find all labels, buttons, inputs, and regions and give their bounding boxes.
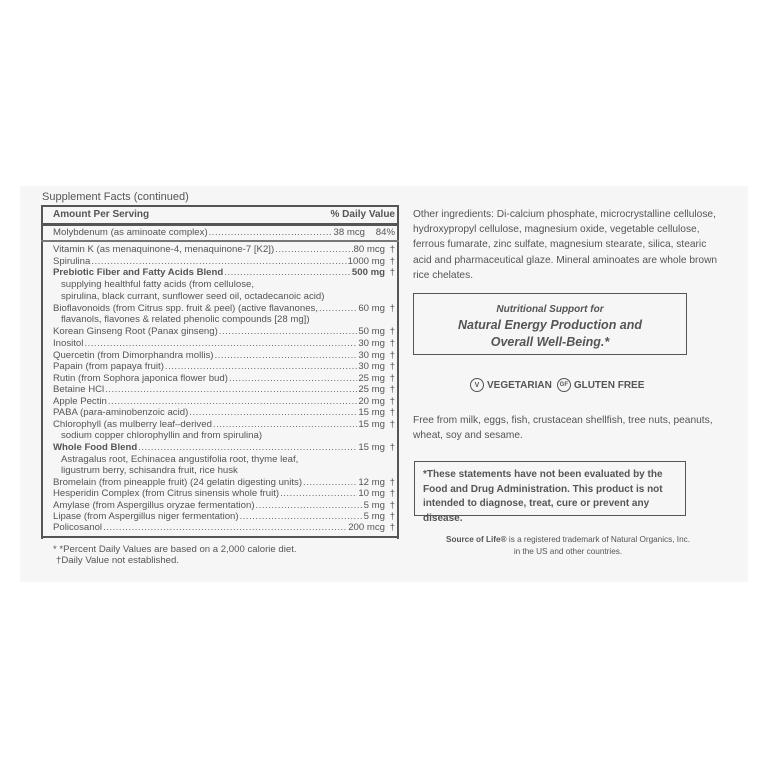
nutrient-dv: †	[389, 244, 395, 255]
nutrient-name: Whole Food Blend	[53, 442, 138, 453]
nutrient-row	[53, 244, 395, 255]
nutrient-dv: †	[389, 511, 395, 522]
nutrient-row	[53, 477, 395, 488]
leader-dots	[224, 267, 351, 278]
nutrient-dv: 84%	[375, 227, 395, 238]
nutrient-dv: †	[389, 500, 395, 511]
nutrient-name: Molybdenum (as aminoate complex)	[53, 227, 208, 238]
nutrient-dv: †	[389, 326, 395, 337]
nutrient-dv: †	[389, 338, 395, 349]
nutrient-row	[53, 303, 395, 314]
nutrient-name: Prebiotic Fiber and Fatty Acids Blend	[53, 267, 224, 278]
nutrient-amount: 38 mcg	[333, 227, 365, 238]
nutrient-dv: †	[389, 303, 395, 314]
daily-value-label: % Daily Value	[330, 209, 395, 220]
nutrient-amount: 15 mg	[358, 419, 385, 430]
other-ingredients: Other ingredients: Di-calcium phosphate, microcrystalline cellulose, hydroxypropyl cellulose, magnesium oxide, vegetable cellulose, ferrous fumarate, zinc sulfate, magnesium stearate, silica, stearic acid and pharmaceutical glaze. Mineral aminoates are whole brown rice chelates.	[413, 209, 718, 281]
nutrient-dv: †	[389, 350, 395, 361]
nutrient-row	[53, 384, 395, 395]
nutrient-row	[53, 267, 395, 278]
amount-per-serving-label: Amount Per Serving	[53, 209, 150, 220]
nutrient-dv: †	[389, 488, 395, 499]
nutrient-name: Betaine HCl	[53, 384, 105, 395]
nutrient-name: Policosanol	[53, 522, 103, 533]
nutrient-amount: 10 mg	[358, 488, 385, 499]
nutrient-name: Papain (from papaya fruit)	[53, 361, 164, 372]
nutrient-row	[53, 326, 395, 337]
nutrient-dv: †	[389, 267, 395, 278]
nutrient-dv: †	[389, 361, 395, 372]
nutrient-amount: 1000 mg	[347, 256, 385, 267]
nutrient-name: Bioflavonoids (from Citrus spp. fruit & peel) (active flavanones,	[53, 303, 319, 314]
leader-dots	[319, 303, 357, 314]
leader-dots	[229, 373, 357, 384]
thick-divider	[41, 223, 399, 226]
supplement-facts-header	[53, 209, 395, 220]
nutrient-name: Chlorophyll (as mulberry leaf–derived	[53, 419, 212, 430]
nutrient-dv: †	[389, 522, 395, 533]
nutrient-row	[53, 511, 395, 522]
nutrient-name: Quercetin (from Dimorphandra mollis)	[53, 350, 214, 361]
nutrient-name: Spirulina	[53, 256, 91, 267]
nutrient-dv: †	[389, 407, 395, 418]
bottom-divider	[41, 536, 399, 538]
section-divider	[41, 240, 399, 242]
nutrient-row	[53, 361, 395, 372]
nutrient-amount: 5 mg	[363, 511, 385, 522]
nutrient-dv: †	[389, 373, 395, 384]
supplement-facts-title: Supplement Facts (continued)	[42, 191, 189, 203]
nutrient-dv: †	[389, 442, 395, 453]
nutrient-amount: 30 mg	[358, 350, 385, 361]
nutrient-name: Lipase (from Aspergillus niger fermentation)	[53, 511, 239, 522]
nutrient-row	[53, 522, 395, 533]
nutrient-name: PABA (para-aminobenzoic acid)	[53, 407, 189, 418]
nutrient-amount: 25 mg	[358, 373, 385, 384]
nutrient-amount: 80 mcg	[353, 244, 385, 255]
trademark-notice	[413, 534, 723, 558]
leader-dots	[84, 338, 357, 349]
footnote-daily-values: * *Percent Daily Values are based on a 2,000 calorie diet.	[53, 544, 297, 555]
nutrient-row	[53, 419, 395, 430]
nutrient-name: Rutin (from Sophora japonica flower bud)	[53, 373, 228, 384]
nutrient-row	[53, 256, 395, 267]
footnote-not-established: †Daily Value not established.	[56, 555, 180, 566]
nutrient-detail: spirulina, black currant, sunflower seed oil, octadecanoic acid)	[61, 291, 325, 302]
nutrient-amount: 30 mg	[358, 338, 385, 349]
nutrient-name: Inositol	[53, 338, 84, 349]
leader-dots	[105, 384, 357, 395]
nutrient-dv: †	[389, 384, 395, 395]
gluten-free-icon: GF	[557, 378, 571, 392]
leader-dots	[256, 500, 363, 511]
nutrient-amount: 50 mg	[358, 326, 385, 337]
nutrient-name: Amylase (from Aspergillus oryzae fermentation)	[53, 500, 255, 511]
leader-dots	[219, 326, 358, 337]
nutrient-name: Apple Pectin	[53, 396, 107, 407]
nutrient-row	[53, 338, 395, 349]
allergen-free-statement: Free from milk, eggs, fish, crustacean shellfish, tree nuts, peanuts, wheat, soy and sesame.	[413, 415, 713, 442]
nutrient-row	[53, 396, 395, 407]
nutrient-amount: 12 mg	[358, 477, 385, 488]
nutrient-row	[53, 373, 395, 384]
nutrient-amount: 25 mg	[358, 384, 385, 395]
nutrient-row-molybdenum	[53, 227, 395, 238]
leader-dots	[165, 361, 357, 372]
claim-line-2: Overall Well-Being.*	[490, 335, 610, 349]
nutrient-amount: 5 mg	[363, 500, 385, 511]
claim-small-text: Nutritional Support for	[496, 304, 604, 315]
leader-dots	[209, 227, 333, 238]
leader-dots	[91, 256, 346, 267]
nutrient-amount: 30 mg	[358, 361, 385, 372]
nutrient-detail: sodium copper chlorophyllin and from spirulina)	[61, 430, 263, 441]
brand-name: Source of Life®	[445, 535, 507, 544]
leader-dots	[214, 350, 357, 361]
nutrient-amount: 15 mg	[358, 442, 385, 453]
gluten-free-label: GLUTEN FREE	[573, 379, 645, 391]
nutrient-amount: 20 mg	[358, 396, 385, 407]
trademark-line-1: is a registered trademark of Natural Organics, Inc.	[506, 535, 690, 544]
nutrient-dv: †	[389, 477, 395, 488]
nutrient-detail: supplying healthful fatty acids (from cellulose,	[61, 279, 255, 290]
leader-dots	[275, 244, 352, 255]
nutrient-amount: 500 mg	[351, 267, 385, 278]
nutrient-dv: †	[389, 396, 395, 407]
nutrient-name: Bromelain (from pineapple fruit) (24 gelatin digesting units)	[53, 477, 303, 488]
leader-dots	[103, 522, 347, 533]
nutrient-name: Korean Ginseng Root (Panax ginseng)	[53, 326, 218, 337]
diet-badges	[470, 378, 644, 392]
leader-dots	[189, 407, 357, 418]
fda-disclaimer: *These statements have not been evaluated by the Food and Drug Administration. This product is not intended to diagnose, treat, cure or prevent any disease.	[414, 461, 686, 516]
claim-line-1: Natural Energy Production and	[457, 318, 643, 332]
vegetarian-label: VEGETARIAN	[487, 379, 552, 391]
nutrient-detail: flavanols, flavones & related phenolic compounds [28 mg])	[61, 314, 310, 325]
nutrient-row	[53, 488, 395, 499]
leader-dots	[213, 419, 357, 430]
nutrient-row	[53, 350, 395, 361]
nutrient-amount: 60 mg	[358, 303, 385, 314]
nutrient-dv: †	[389, 419, 395, 430]
leader-dots	[303, 477, 357, 488]
leader-dots	[108, 396, 357, 407]
trademark-line-2: in the US and other countries.	[513, 547, 623, 556]
nutrient-amount: 15 mg	[358, 407, 385, 418]
nutrient-row	[53, 500, 395, 511]
vegetarian-icon: V	[470, 378, 484, 392]
nutrient-dv: †	[389, 256, 395, 267]
leader-dots	[138, 442, 357, 453]
nutrient-row	[53, 407, 395, 418]
claim-box	[413, 293, 687, 355]
nutrient-detail: Astragalus root, Echinacea angustifolia root, thyme leaf,	[61, 454, 299, 465]
leader-dots	[280, 488, 357, 499]
nutrient-amount: 200 mcg	[348, 522, 385, 533]
leader-dots	[240, 511, 363, 522]
nutrient-name: Hesperidin Complex (from Citrus sinensis whole fruit)	[53, 488, 280, 499]
nutrient-detail: ligustrum berry, schisandra fruit, rice husk	[61, 465, 238, 476]
nutrient-row	[53, 442, 395, 453]
nutrient-name: Vitamin K (as menaquinone-4, menaquinone-7 [K2])	[53, 244, 275, 255]
